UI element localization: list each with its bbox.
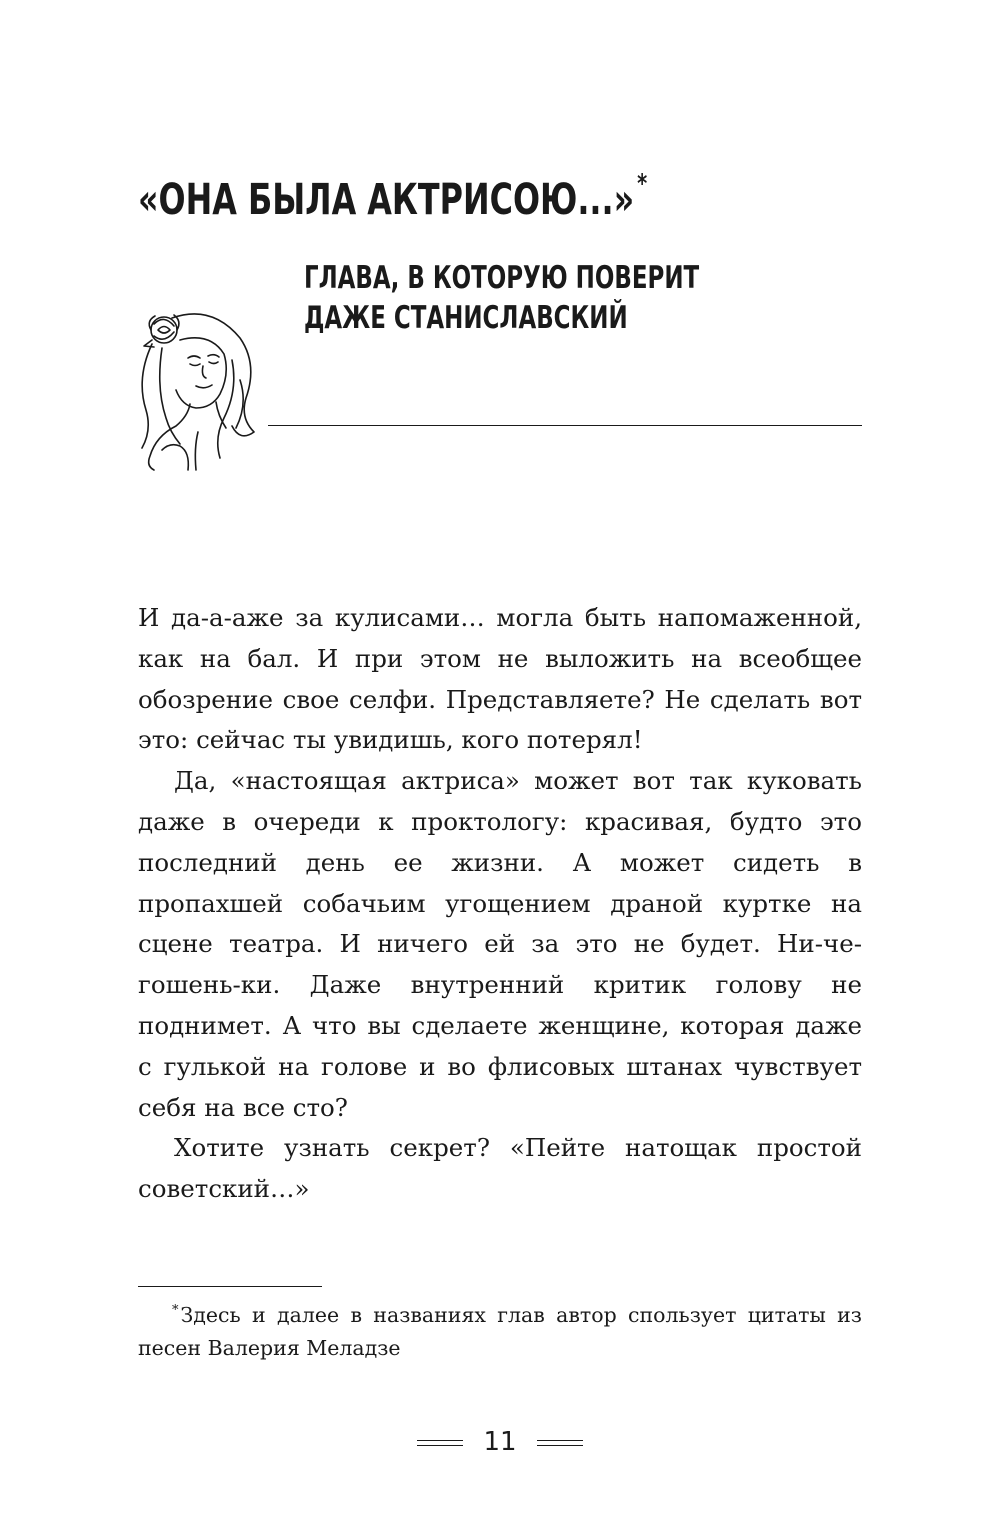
woman-with-rose-illustration (132, 300, 258, 472)
body-text (138, 598, 862, 1210)
paragraph: Да, «настоящая актриса» может вот так куковать даже в очереди к проктологу: красивая, будто это последний день ее жизни. А может сидеть в пропахшей собачьим угощением драной куртке на сцене театра. И ничего ей за это не будет. Ни-че-гошень-ки. Даже внутренний критик голову не поднимет. А что вы сделаете женщине, которая даже с гулькой на голове и во флисовых штанах чувствует себя на все сто? (138, 766, 862, 1122)
folio-ornament-right (537, 1440, 583, 1446)
paragraph: Хотите узнать секрет? «Пейте натощак простой советский…» (138, 1133, 862, 1204)
footnote-text: Здесь и далее в названиях глав автор спользует цитаты из песен Валерия Меладзе (138, 1303, 862, 1360)
footnote-mark: * (172, 1303, 179, 1318)
folio-ornament-left (417, 1440, 463, 1446)
chapter-title-text: «ОНА БЫЛА АКТРИСОЮ...» (138, 175, 635, 225)
subtitle-line: ДАЖЕ СТАНИСЛАВСКИЙ (304, 300, 628, 336)
footnote-divider (138, 1286, 322, 1287)
chapter-title-footnote-mark: * (637, 169, 648, 199)
title-divider (268, 425, 862, 426)
page-number-block (0, 1422, 1000, 1462)
rose-icon (144, 315, 179, 347)
page-number: 11 (483, 1427, 517, 1457)
chapter-subtitle (304, 258, 699, 338)
chapter-title (138, 158, 700, 226)
paragraph: И да-а-аже за кулисами… могла быть напомаженной, как на бал. И при этом не выложить на всеобщее обозрение свое селфи. Представляете? Не сделать вот это: сейчас ты увидишь, кого потерял! (138, 603, 862, 755)
footnote (138, 1294, 862, 1365)
subtitle-line: ГЛАВА, В КОТОРУЮ ПОВЕРИТ (304, 260, 700, 296)
